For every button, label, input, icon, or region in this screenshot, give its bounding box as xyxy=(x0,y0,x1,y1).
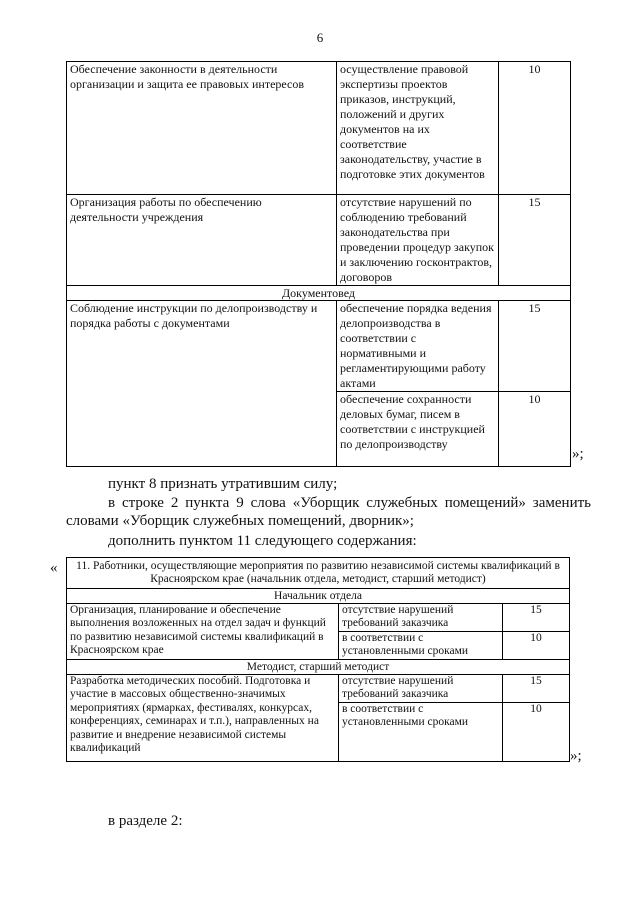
paragraph: в разделе 2: xyxy=(108,813,183,829)
paragraph: в строке 2 пункта 9 слова «Уборщик служебных помещений» заменить словами «Уборщик служебных помещений, дворник»; xyxy=(66,495,591,529)
score-cell: 15 xyxy=(503,604,570,632)
criterion-cell: Соблюдение инструкции по делопроизводству и порядка работы с документами xyxy=(67,301,337,467)
section-title: 11. Работники, осуществляющие мероприятия по развитию независимой системы квалификаций в Красноярском крае (начальник отдела, методист, старший методист) xyxy=(67,558,570,589)
criterion-cell: Разработка методических пособий. Подготовка и участие в массовых общественно-значимых мероприятиях (ярмарках, фестивалях, конкурсах, конференциях, семинарах и т.п.), направленных на развитие и внедрение независимой системы квалификаций xyxy=(67,675,339,762)
indicator-cell: осуществление правовой экспертизы проектов приказов, инструкций, положений и других документов на их соответствие законодательству, участие в подготовке этих документов xyxy=(337,62,499,195)
criterion-cell: Организация работы по обеспечению деятельности учреждения xyxy=(67,195,337,286)
table-row xyxy=(67,604,570,632)
score-cell: 10 xyxy=(503,632,570,660)
score-cell: 15 xyxy=(499,301,571,392)
score-cell: 10 xyxy=(499,62,571,195)
table-row xyxy=(67,301,571,392)
title-row xyxy=(67,558,570,589)
paragraph: дополнить пунктом 11 следующего содержания: xyxy=(108,533,417,549)
section-header-row xyxy=(67,660,570,675)
section-header-row xyxy=(67,589,570,604)
page-number: 6 xyxy=(316,30,324,45)
section-header: Документовед xyxy=(67,286,571,301)
paragraph: пункт 8 признать утратившим силу; xyxy=(108,476,338,492)
closing-quote: »; xyxy=(572,446,584,462)
score-cell: 10 xyxy=(503,703,570,762)
indicator-cell: обеспечение порядка ведения делопроизводства в соответствии с нормативными и регламентирующими работу актами xyxy=(337,301,499,392)
indicator-cell: в соответствии с установленными сроками xyxy=(339,632,503,660)
criterion-cell: Обеспечение законности в деятельности организации и защита ее правовых интересов xyxy=(67,62,337,195)
criteria-table-new xyxy=(66,557,570,762)
score-cell: 10 xyxy=(499,392,571,467)
closing-quote: »; xyxy=(570,748,582,764)
section-header: Начальник отдела xyxy=(67,589,570,604)
opening-quote: « xyxy=(50,560,58,576)
criterion-cell: Организация, планирование и обеспечение выполнения возложенных на отдел задач и функций по развитию независимой системы квалификаций в Красноярском крае xyxy=(67,604,339,660)
criteria-table-continued xyxy=(66,61,571,467)
table-row xyxy=(67,675,570,703)
score-cell: 15 xyxy=(503,675,570,703)
indicator-cell: отсутствие нарушений по соблюдению требований законодательства при проведении процедур закупок и заключению госконтрактов, договоров xyxy=(337,195,499,286)
score-cell: 15 xyxy=(499,195,571,286)
indicator-cell: обеспечение сохранности деловых бумаг, писем в соответствии с инструкцией по делопроизводству xyxy=(337,392,499,467)
section-header-row xyxy=(67,286,571,301)
indicator-cell: отсутствие нарушений требований заказчика xyxy=(339,604,503,632)
table-row xyxy=(67,62,571,195)
section-header: Методист, старший методист xyxy=(67,660,570,675)
indicator-cell: отсутствие нарушений требований заказчика xyxy=(339,675,503,703)
table-row xyxy=(67,195,571,286)
indicator-cell: в соответствии с установленными сроками xyxy=(339,703,503,762)
